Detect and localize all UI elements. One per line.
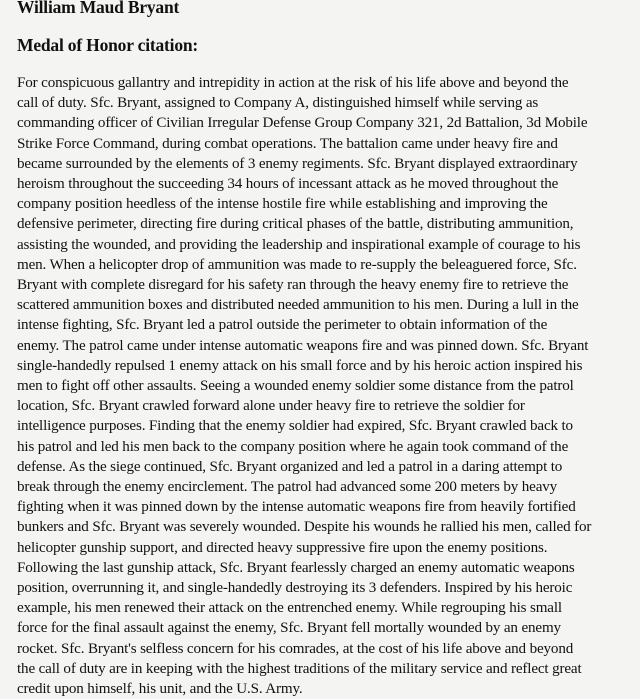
citation-heading: Medal of Honor citation: bbox=[17, 35, 199, 55]
citation-line: his patrol and led his men back to the company position where he again took command of the bbox=[17, 438, 569, 455]
citation-line: credit upon himself, his unit, and the U.S. Army. bbox=[17, 681, 303, 698]
citation-line: position, overrunning it, and single-handedly destroying its 3 defenders. Inspired by his heroic bbox=[17, 580, 573, 597]
citation-line: assisting the wounded, and providing the leadership and inspirational example of courage to his bbox=[17, 236, 581, 253]
citation-line: defensive perimeter, directing fire during critical phases of the battle, distributing ammunition, bbox=[17, 216, 574, 233]
citation-line: enemy. The patrol came under intense automatic weapons fire and was pinned down. Sfc. Bryant bbox=[17, 337, 589, 354]
citation-line: men. When a helicopter drop of ammunition was made to re-supply the beleaguered force, Sfc. bbox=[17, 256, 577, 273]
citation-line: rocket. Sfc. Bryant's selfless concern for his comrades, at the cost of his life above and beyond bbox=[17, 640, 574, 657]
citation-line: scattered ammunition boxes and distributed needed ammunition to his men. During a lull in the bbox=[17, 297, 579, 314]
citation-line: Bryant with complete disregard for his safety ran through the heavy enemy fire to retrieve the bbox=[17, 277, 569, 294]
citation-line: became surrounded by the elements of 3 enemy regiments. Sfc. Bryant displayed extraordinary bbox=[17, 155, 578, 172]
citation-line: force for the final assault against the enemy, Sfc. Bryant fell mortally wounded by an enemy bbox=[17, 620, 561, 637]
citation-line: For conspicuous gallantry and intrepidity in action at the risk of his life above and beyond the bbox=[17, 75, 569, 91]
citation-line: heroism throughout the succeeding 34 hours of incessant attack as he moved throughout the bbox=[17, 176, 559, 193]
citation-line: Strike Force Command, during combat operations. The battalion came under heavy fire and bbox=[17, 135, 558, 152]
citation-line: intense fighting, Sfc. Bryant led a patrol outside the perimeter to obtain information of the bbox=[17, 317, 548, 334]
citation-line: bunkers and Sfc. Bryant was severely wounded. Despite his wounds he rallied his men, called for bbox=[17, 519, 592, 536]
citation-line: defense. As the siege continued, Sfc. Bryant organized and led a patrol in a daring attempt to bbox=[17, 458, 563, 475]
citation-line: helicopter gunship support, and directed heavy suppressive fire upon the enemy positions. bbox=[17, 539, 548, 556]
citation-line: call of duty. Sfc. Bryant, assigned to Company A, distinguished himself while serving as bbox=[17, 95, 539, 112]
citation-body bbox=[17, 73, 637, 699]
citation-line: men to fight off other assaults. Seeing a wounded enemy soldier some distance from the patrol bbox=[17, 378, 574, 395]
citation-line: company position heedless of the intense hostile fire while establishing and improving the bbox=[17, 196, 548, 213]
citation-line: example, his men renewed their attack on the entrenched enemy. While regrouping his small bbox=[17, 600, 562, 617]
citation-line: Following the last gunship attack, Sfc. Bryant fearlessly charged an enemy automatic weapons bbox=[17, 559, 575, 576]
citation-line: break through the enemy encirclement. The patrol had advanced some 200 meters by heavy bbox=[17, 479, 558, 496]
citation-line: single-handedly repulsed 1 enemy attack on his small force and by his heroic action inspired his bbox=[17, 357, 583, 374]
citation-line: intelligence purposes. Finding that the enemy soldier had expired, Sfc. Bryant crawled back to bbox=[17, 418, 573, 435]
document-title: William Maud Bryant bbox=[17, 0, 180, 17]
citation-line: location, Sfc. Bryant crawled forward alone under heavy fire to retrieve the soldier for bbox=[17, 398, 525, 415]
citation-line: commanding officer of Civilian Irregular Defense Group Company 321, 2d Battalion, 3d Mobile bbox=[17, 115, 588, 132]
citation-line: fighting when it was pinned down by the intense automatic weapons fire from heavily fortified bbox=[17, 499, 576, 516]
citation-line: the call of duty are in keeping with the highest traditions of the military service and reflect great bbox=[17, 660, 582, 677]
